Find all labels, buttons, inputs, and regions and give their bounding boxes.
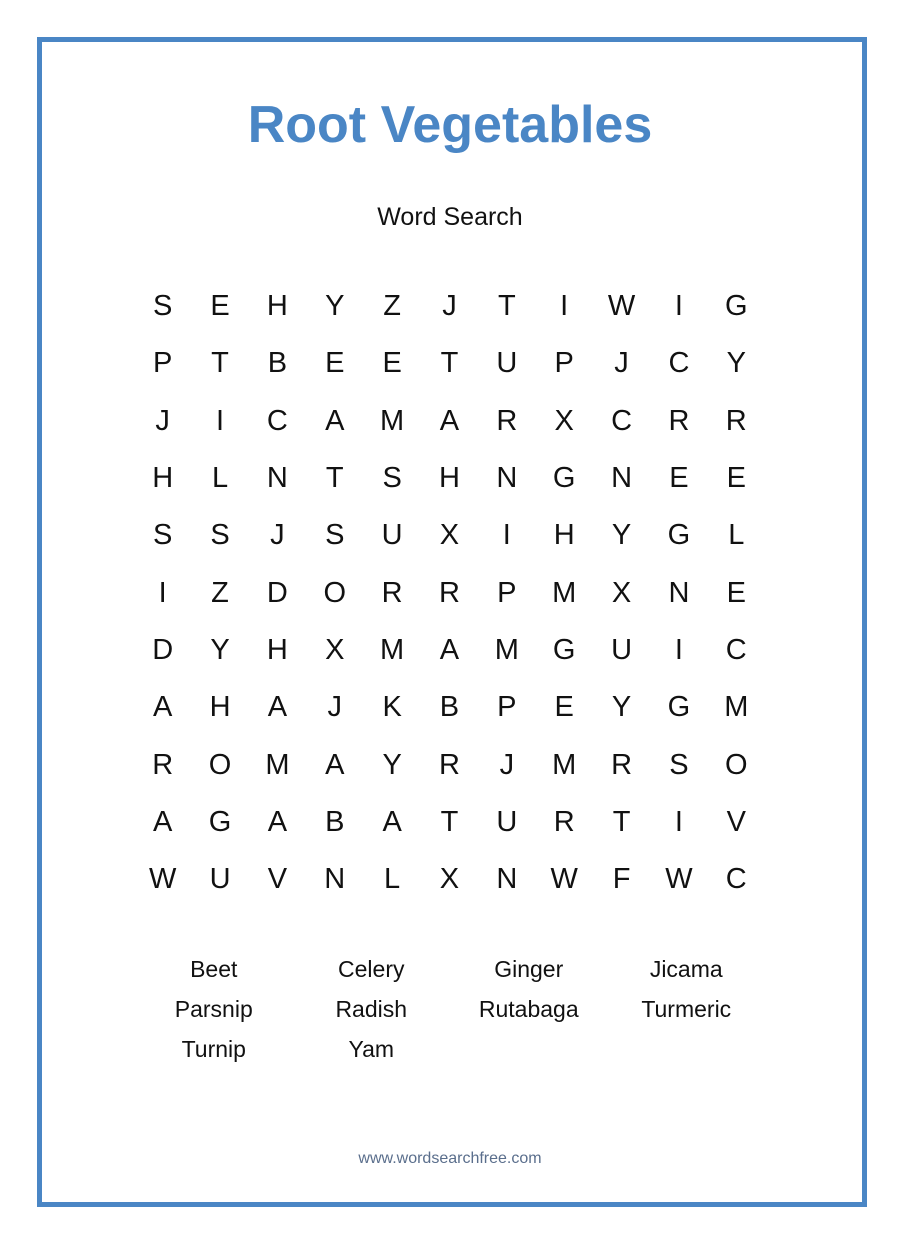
grid-letter: R xyxy=(381,576,403,609)
page-subtitle: Word Search xyxy=(377,203,523,231)
grid-letter: N xyxy=(496,863,518,896)
grid-letter: Y xyxy=(611,519,632,552)
grid-letter: Y xyxy=(210,633,230,666)
grid-letter: E xyxy=(726,462,746,495)
grid-letter: Z xyxy=(211,576,229,609)
letter-grid xyxy=(134,278,765,908)
grid-letter: S xyxy=(382,462,402,495)
grid-letter: E xyxy=(726,576,746,609)
grid-letter: Y xyxy=(726,347,746,380)
grid-letter: C xyxy=(725,863,747,896)
grid-letter: M xyxy=(380,404,405,437)
grid-letter: K xyxy=(382,691,402,724)
grid-letter: P xyxy=(497,576,517,609)
grid-letter: V xyxy=(726,805,746,838)
grid-letter: C xyxy=(611,404,633,437)
grid-letter: Y xyxy=(611,691,632,724)
grid-letter: N xyxy=(496,462,518,495)
grid-letter: I xyxy=(502,519,511,552)
grid-letter: R xyxy=(439,576,460,609)
grid-letter: G xyxy=(667,691,691,724)
grid-letter: I xyxy=(560,290,569,323)
grid-letter: M xyxy=(552,576,577,609)
grid-letter: H xyxy=(266,633,288,666)
grid-letter: J xyxy=(155,404,170,437)
grid-letter: N xyxy=(324,863,346,896)
grid-letter: B xyxy=(267,347,288,380)
grid-letter: G xyxy=(552,462,576,495)
grid-letter: L xyxy=(728,519,745,552)
grid-letter: I xyxy=(216,404,225,437)
word-list-item: Radish xyxy=(335,996,408,1022)
grid-letter: E xyxy=(554,691,574,724)
grid-letter: W xyxy=(550,863,578,896)
word-list-item: Parsnip xyxy=(174,996,253,1022)
grid-letter: T xyxy=(325,462,344,495)
grid-letter: I xyxy=(674,290,683,323)
grid-letter: A xyxy=(153,691,173,724)
grid-letter: I xyxy=(674,633,683,666)
word-list-item: Turmeric xyxy=(641,996,732,1022)
word-list-item: Turnip xyxy=(181,1036,246,1062)
grid-letter: C xyxy=(725,633,747,666)
grid-letter: R xyxy=(496,404,518,437)
grid-letter: N xyxy=(611,462,633,495)
grid-letter: I xyxy=(158,576,167,609)
grid-letter: R xyxy=(439,748,460,781)
grid-letter: H xyxy=(553,519,575,552)
grid-letter: E xyxy=(325,347,345,380)
grid-letter: S xyxy=(153,290,173,323)
grid-letter: H xyxy=(152,462,174,495)
grid-letter: J xyxy=(327,691,342,724)
grid-letter: D xyxy=(152,633,174,666)
grid-letter: S xyxy=(210,519,230,552)
grid-letter: E xyxy=(210,290,230,323)
word-list-item: Yam xyxy=(348,1036,395,1062)
grid-letter: R xyxy=(668,404,690,437)
grid-letter: J xyxy=(499,748,515,781)
grid-letter: M xyxy=(494,633,519,666)
grid-letter: A xyxy=(325,404,345,437)
grid-letter: Z xyxy=(383,290,401,323)
grid-letter: W xyxy=(665,863,693,896)
grid-letter: R xyxy=(152,748,174,781)
grid-letter: G xyxy=(724,290,748,323)
grid-letter: F xyxy=(612,863,631,896)
grid-letter: M xyxy=(724,691,749,724)
grid-letter: I xyxy=(674,805,683,838)
grid-letter: T xyxy=(440,805,459,838)
grid-letter: R xyxy=(553,805,575,838)
grid-letter: M xyxy=(552,748,577,781)
grid-letter: S xyxy=(325,519,345,552)
word-list xyxy=(135,952,765,1072)
grid-letter: Y xyxy=(382,748,402,781)
grid-letter: E xyxy=(669,462,689,495)
grid-letter: W xyxy=(607,290,636,323)
grid-letter: S xyxy=(669,748,689,781)
grid-letter: A xyxy=(382,805,402,838)
grid-letter: T xyxy=(440,347,459,380)
grid-letter: W xyxy=(148,863,177,896)
grid-letter: J xyxy=(614,347,629,380)
word-list-item: Jicama xyxy=(649,956,723,982)
grid-letter: O xyxy=(323,576,347,609)
grid-letter: A xyxy=(325,748,345,781)
grid-letter: P xyxy=(497,691,517,724)
grid-letter: H xyxy=(266,290,288,323)
grid-letter: X xyxy=(611,576,632,609)
grid-letter: X xyxy=(325,633,345,666)
grid-letter: X xyxy=(439,863,460,896)
grid-letter: S xyxy=(153,519,173,552)
grid-letter: A xyxy=(267,691,288,724)
grid-letter: G xyxy=(667,519,691,552)
grid-letter: C xyxy=(266,404,288,437)
grid-letter: E xyxy=(382,347,402,380)
word-list-item: Celery xyxy=(338,956,405,982)
word-list-item: Rutabaga xyxy=(478,996,579,1022)
grid-letter: T xyxy=(612,805,631,838)
grid-letter: G xyxy=(552,633,576,666)
grid-letter: T xyxy=(497,290,516,323)
grid-letter: D xyxy=(266,576,288,609)
grid-letter: P xyxy=(153,347,173,380)
word-list-item: Ginger xyxy=(494,956,564,982)
grid-letter: U xyxy=(209,863,231,896)
grid-letter: U xyxy=(496,805,518,838)
grid-letter: U xyxy=(496,347,518,380)
grid-letter: P xyxy=(554,347,574,380)
grid-letter: A xyxy=(439,404,460,437)
grid-letter: B xyxy=(325,805,345,838)
grid-letter: A xyxy=(439,633,460,666)
grid-letter: U xyxy=(611,633,633,666)
grid-letter: H xyxy=(209,691,231,724)
grid-letter: O xyxy=(208,748,232,781)
grid-letter: M xyxy=(380,633,405,666)
grid-letter: O xyxy=(724,748,748,781)
grid-letter: B xyxy=(439,691,460,724)
grid-letter: V xyxy=(267,863,288,896)
page-title: Root Vegetables xyxy=(247,96,653,154)
grid-letter: M xyxy=(265,748,290,781)
grid-letter: N xyxy=(266,462,288,495)
grid-letter: R xyxy=(725,404,747,437)
grid-letter: T xyxy=(211,347,229,380)
grid-letter: A xyxy=(267,805,288,838)
grid-letter: C xyxy=(668,347,690,380)
grid-letter: Y xyxy=(325,290,345,323)
word-list-item: Beet xyxy=(190,956,238,982)
grid-letter: A xyxy=(153,805,173,838)
grid-letter: L xyxy=(384,863,401,896)
footer-url: www.wordsearchfree.com xyxy=(358,1150,542,1167)
grid-letter: U xyxy=(381,519,403,552)
grid-letter: X xyxy=(439,519,460,552)
grid-letter: L xyxy=(211,462,229,495)
grid-letter: X xyxy=(554,404,574,437)
grid-letter: J xyxy=(442,290,457,323)
grid-letter: R xyxy=(611,748,633,781)
grid-letter: N xyxy=(668,576,690,609)
grid-letter: H xyxy=(439,462,460,495)
grid-letter: G xyxy=(208,805,232,838)
grid-letter: J xyxy=(270,519,285,552)
